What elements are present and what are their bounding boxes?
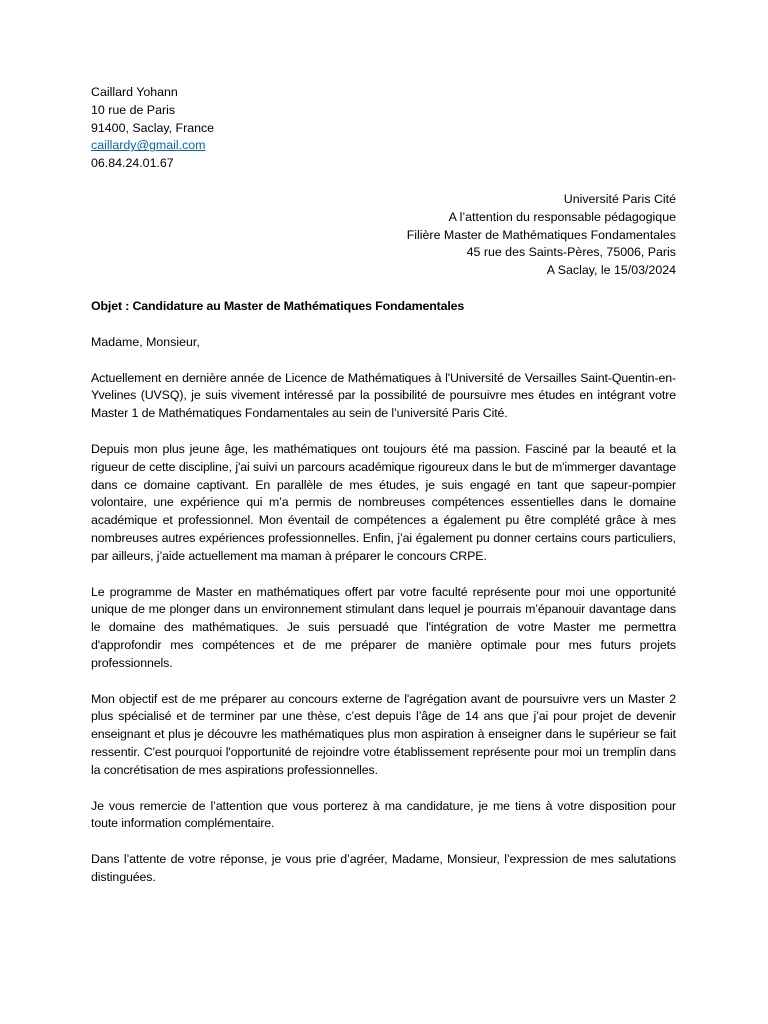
letter-subject: Objet : Candidature au Master de Mathématiques Fondamentales bbox=[91, 298, 465, 313]
paragraph-intro: Actuellement en dernière année de Licence de Mathématiques à l'Université de Versailles Saint-Quentin-en-Yvelines (UVSQ), je suis vivement intéressé par la possibilité de poursuivre mes études en intégrant votre Master 1 de Mathématiques Fondamentales au sein de l’université Paris Cité. bbox=[91, 370, 676, 421]
paragraph-closing: Dans l’attente de votre réponse, je vous prie d’agréer, Madame, Monsieur, l’expression de mes salutations distinguées. bbox=[91, 852, 676, 884]
sender-block bbox=[91, 84, 676, 173]
sender-name: Caillard Yohann bbox=[91, 85, 178, 99]
letter-salutation: Madame, Monsieur, bbox=[91, 334, 200, 349]
recipient-address: 45 rue des Saints-Pères, 75006, Paris bbox=[466, 245, 676, 260]
paragraph-objective: Mon objectif est de me préparer au concours externe de l'agrégation avant de poursuivre vers un Master 2 plus spécialisé et de terminer par une thèse, c’est depuis l’âge de 14 ans que j’ai pour projet de devenir enseignant et plus je découvre les mathématiques plus mon aspiration à enseigner dans le supérieur se fait ressentir. C'est pourquoi l'opportunité de rejoindre votre établissement représente pour moi un tremplin dans la concrétisation de mes aspirations professionnelles. bbox=[91, 691, 676, 777]
paragraph-background: Depuis mon plus jeune âge, les mathématiques ont toujours été ma passion. Fasciné par la beauté et la rigueur de cette discipline, j'ai suivi un parcours académique rigoureux dans le but de m'immerger davantage dans ce domaine captivant. En parallèle de mes études, je suis engagé en tant que sapeur-pompier volontaire, une expérience qui m’a permis de nombreuses compétences essentielles dans le domaine académique et professionnel. Mon éventail de compétences a également pu être complété grâce à mes nombreuses autres expériences professionnelles. Enfin, j’ai également pu donner certains cours particuliers, par ailleurs, j’aide actuellement ma maman à préparer le concours CRPE. bbox=[91, 441, 676, 563]
place-date: A Saclay, le 15/03/2024 bbox=[546, 263, 676, 278]
recipient-attention: A l’attention du responsable pédagogique bbox=[448, 209, 676, 224]
paragraph-program: Le programme de Master en mathématiques offert par votre faculté représente pour moi une opportunité unique de me plonger dans un environnement stimulant dans lequel je pourrais m’épanouir davantage dans le domaine des mathématiques. Je suis persuadé que l'intégration de votre Master me permettra d'approfondir mes compétences et de me préparer de manière optimale pour mes futurs projets professionnels. bbox=[91, 584, 676, 670]
recipient-program: Filière Master de Mathématiques Fondamentales bbox=[406, 227, 676, 242]
sender-street: 10 rue de Paris bbox=[91, 102, 176, 117]
sender-city: 91400, Saclay, France bbox=[91, 120, 215, 135]
sender-email-link[interactable]: caillardy@gmail.com bbox=[91, 138, 206, 153]
letter-body bbox=[91, 84, 676, 887]
recipient-institution: Université Paris Cité bbox=[563, 191, 676, 206]
recipient-block bbox=[91, 191, 676, 280]
sender-phone: 06.84.24.01.67 bbox=[91, 156, 174, 171]
paragraph-thanks: Je vous remercie de l’attention que vous porterez à ma candidature, je me tiens à votre disposition pour toute information complémentaire. bbox=[91, 798, 676, 831]
